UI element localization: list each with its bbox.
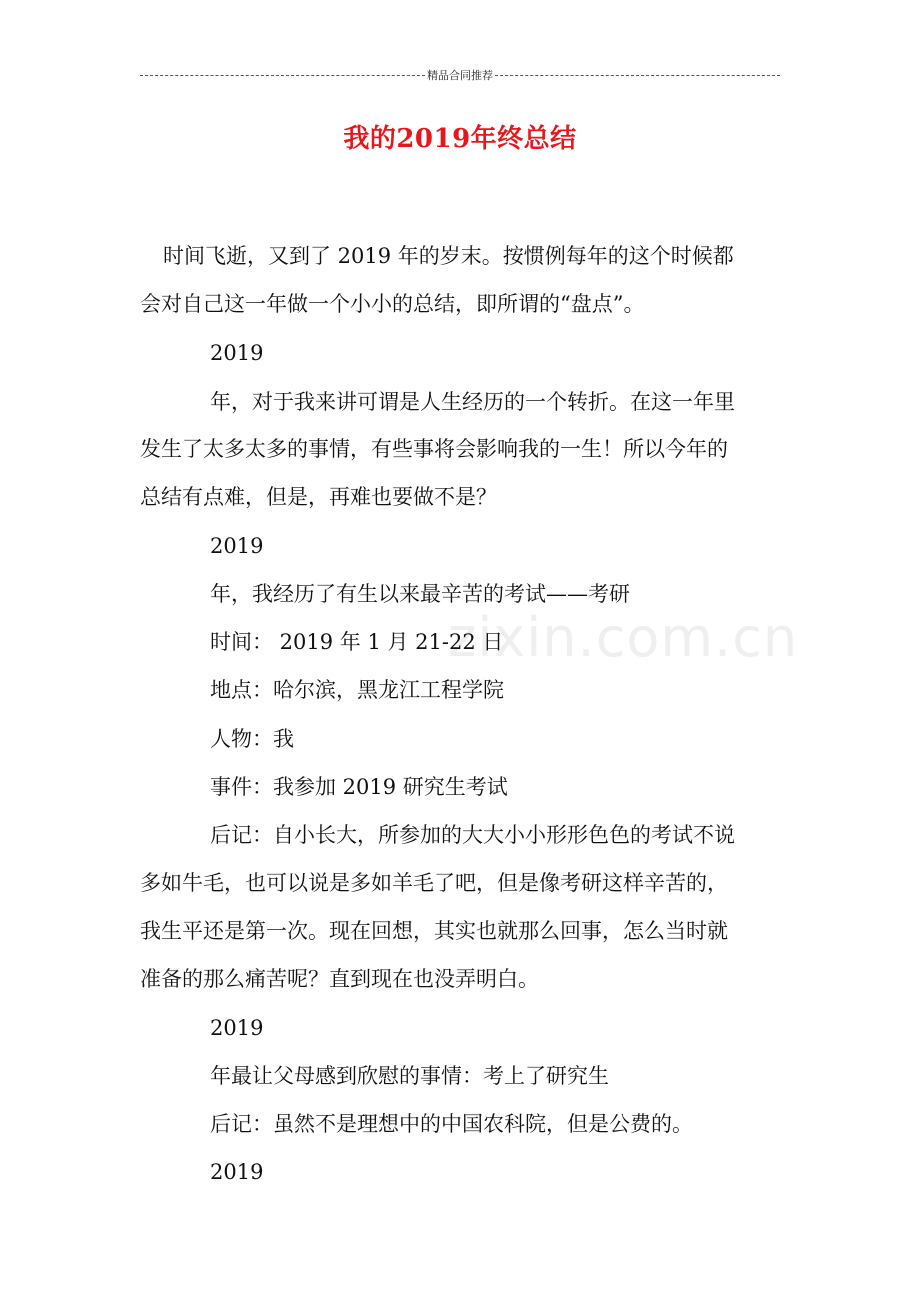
header-dash-right — [495, 75, 780, 76]
paragraph-line: 时间飞逝，又到了 2019 年的岁末。按惯例每年的这个时候都 — [163, 244, 734, 268]
document-title: 我的2019年终总结 — [343, 124, 577, 154]
paragraph-line: 年最让父母感到欣慰的事情：考上了研究生 — [210, 1064, 609, 1088]
paragraph-line: 多如牛毛，也可以说是多如羊毛了吧，但是像考研这样辛苦的， — [140, 871, 728, 895]
paragraph-line: 年，我经历了有生以来最辛苦的考试——考研 — [210, 582, 630, 606]
paragraph-line: 发生了太多太多的事情，有些事将会影响我的一生！所以今年的 — [140, 437, 728, 461]
paragraph-line: 后记：虽然不是理想中的中国农科院，但是公费的。 — [210, 1112, 693, 1136]
watermark: zixin.com.cn — [448, 606, 799, 669]
paragraph-line: 地点：哈尔滨，黑龙江工程学院 — [210, 678, 504, 702]
paragraph-line: 准备的那么痛苦呢？直到现在也没弄明白。 — [140, 967, 539, 991]
paragraph-line: 会对自己这一年做一个小小的总结，即所谓的“盘点”。 — [140, 292, 645, 316]
header-label: 精品合同推荐 — [427, 69, 493, 82]
paragraph-line: 时间： 2019 年 1 月 21-22 日 — [210, 630, 504, 654]
header-dash-left — [140, 75, 425, 76]
paragraph-line: 2019 — [210, 534, 264, 558]
paragraph-line: 总结有点难，但是，再难也要做不是？ — [140, 485, 497, 509]
paragraph-line: 2019 — [210, 1016, 264, 1040]
paragraph-line: 人物：我 — [210, 727, 294, 751]
paragraph-line: 我生平还是第一次。现在回想，其实也就那么回事，怎么当时就 — [140, 919, 728, 943]
paragraph-line: 2019 — [210, 341, 264, 365]
paragraph-line: 后记：自小长大，所参加的大大小小形形色色的考试不说 — [210, 823, 735, 847]
paragraph-line: 年，对于我来讲可谓是人生经历的一个转折。在这一年里 — [210, 390, 735, 414]
page-header — [140, 66, 780, 84]
paragraph-line: 事件：我参加 2019 研究生考试 — [210, 775, 508, 799]
paragraph-line: 2019 — [210, 1160, 264, 1184]
